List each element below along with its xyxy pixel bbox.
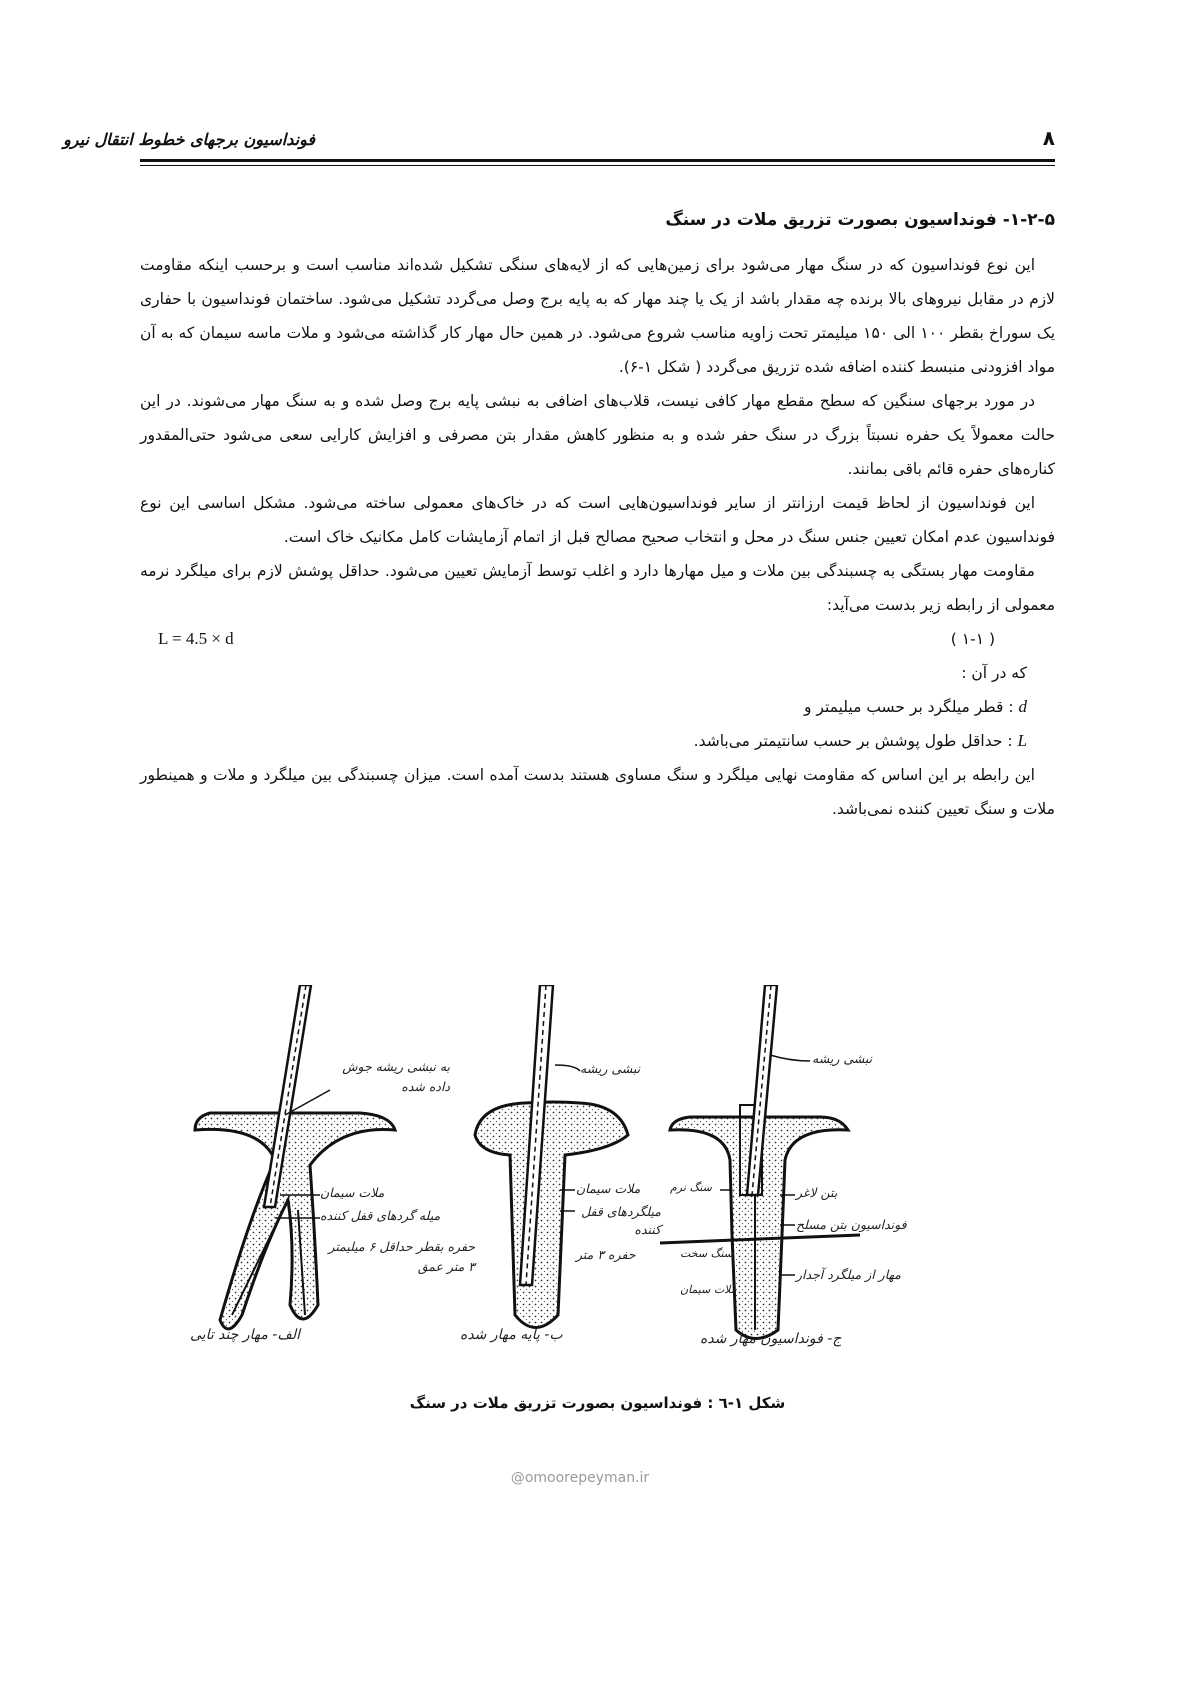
figure-anchors (180, 985, 1010, 1385)
label-c-anchor: مهار از میلگرد آجدار (796, 1267, 901, 1282)
label-c-reinforced: فونداسیون بتن مسلح (796, 1217, 907, 1232)
label-b-mortar: ملات سیمان (576, 1181, 641, 1196)
formula-row (140, 622, 1055, 656)
section-heading: ۱-۲-۵- فونداسیون بصورت تزریق ملات در سنگ (665, 210, 1055, 230)
header-rule-thin (140, 165, 1055, 166)
label-a-title: الف- مهار چند تایی (190, 1327, 300, 1343)
page-number: ۸ (1042, 126, 1055, 150)
main-content (140, 210, 1055, 826)
label-a-angle: به نبشی ریشه جوش داده شده (342, 1059, 450, 1094)
label-a-mortar: ملات سیمان (320, 1185, 385, 1200)
where-label: که در آن : (961, 664, 1027, 682)
figure-caption: شکل ۱-٦ : فونداسیون بصورت تزریق ملات در سنگ (409, 1394, 786, 1412)
definition-d (140, 690, 1055, 724)
symbol-l: L (1017, 731, 1027, 750)
header-rule-thick (140, 159, 1055, 162)
label-b-bars: میلگردهای قفل کننده (581, 1204, 661, 1237)
definition-l (140, 724, 1055, 758)
label-c-mortar: ملات سیمان (680, 1283, 737, 1296)
page-header (63, 118, 1055, 164)
label-c-soft-rock: سنگ نرم (670, 1181, 712, 1194)
label-c-title: ج- فونداسیون مهار شده (700, 1331, 842, 1347)
label-a-bars: میله گردهای قفل کننده (320, 1208, 441, 1223)
label-b-title: ب- پایه مهار شده (460, 1327, 563, 1343)
definition-d-text: : قطر میلگرد بر حسب میلیمتر و (804, 698, 1014, 716)
label-b-hole: حفره ۳ متر (576, 1247, 636, 1262)
closing-paragraph: این رابطه بر این اساس که مقاومت نهایی میلگرد و سنگ مساوی هستند بدست آمده است. میزان چسبندگی بین میلگرد و ملات و همینطور ملات و سنگ تعیین کننده نمی‌باشد. (140, 766, 1055, 818)
paragraph-4: مقاومت مهار بستگی به چسبندگی بین ملات و میل مهارها دارد و اغلب توسط آزمایش تعیین می‌شود. حداقل پوشش لازم برای میلگرد نرمه معمولی از رابطه زیر بدست می‌آید: (140, 562, 1055, 614)
label-a-hole: حفره بقطر حداقل ۶ میلیمتر ۳ متر عمق (328, 1239, 475, 1274)
label-c-hard-rock: سنگ سخت (680, 1247, 733, 1260)
formula-number: ( ۱-۱ ) (950, 630, 995, 648)
header-title: فونداسیون برجهای خطوط انتقال نیرو (63, 130, 315, 149)
label-c-angle: نبشی ریشه (812, 1051, 873, 1066)
definition-l-text: : حداقل طول پوشش بر حسب سانتیمتر می‌باشد. (693, 732, 1013, 750)
drawing-b (475, 985, 628, 1328)
paragraph-3: این فونداسیون از لحاظ قیمت ارزانتر از سایر فونداسیون‌هایی است که در خاک‌های معمولی ساخته می‌شود. مشکل اساسی این نوع فونداسیون عدم امکان تعیین جنس سنگ در محل و انتخاب صحیح مصالح قبل از اتمام آزمایشات کامل مکانیک خاک است. (140, 494, 1055, 546)
drawing-a (195, 985, 395, 1329)
paragraph-2: در مورد برجهای سنگین که سطح مقطع مهار کافی نیست، قلاب‌های اضافی به نبشی پایه برج وصل شده و به سنگ مهار می‌شوند. در این حالت معمولاً یک حفره نسبتاً بزرگ در سنگ حفر شده و به منظور کاهش مقدار بتن مصرفی و افزایش کارایی سعی می‌شود حتی‌المقدور کناره‌های حفره قائم باقی بمانند. (140, 392, 1055, 478)
watermark-text: @omoorepeyman.ir (510, 1470, 650, 1486)
symbol-d: d (1018, 697, 1027, 716)
paragraph-1: این نوع فونداسیون که در سنگ مهار می‌شود برای زمین‌هایی که از لایه‌های سنگی تشکیل شده‌اند مناسب است و برحسب اینکه مقاومت لازم در مقابل نیروهای بالا برنده چه مقدار باشد از یک یا چند مهار که به پایه برج وصل می‌گردد تشکیل می‌شود. ساختمان فونداسیون با حفاری یک سوراخ بقطر ۱۰۰ الی ۱۵۰ میلیمتر تحت زاویه مناسب شروع می‌شود. در همین حال مهار کار گذاشته می‌شود و ملات ماسه سیمان که به آن مواد افزودنی منبسط کننده اضافه شده تزریق می‌گردد ( شکل ۱-۶). (140, 256, 1056, 376)
label-c-plain-concrete: بتن لاغر (796, 1185, 838, 1200)
label-b-angle: نبشی ریشه (580, 1061, 641, 1076)
formula-expression: L = 4.5 × d (158, 629, 234, 648)
